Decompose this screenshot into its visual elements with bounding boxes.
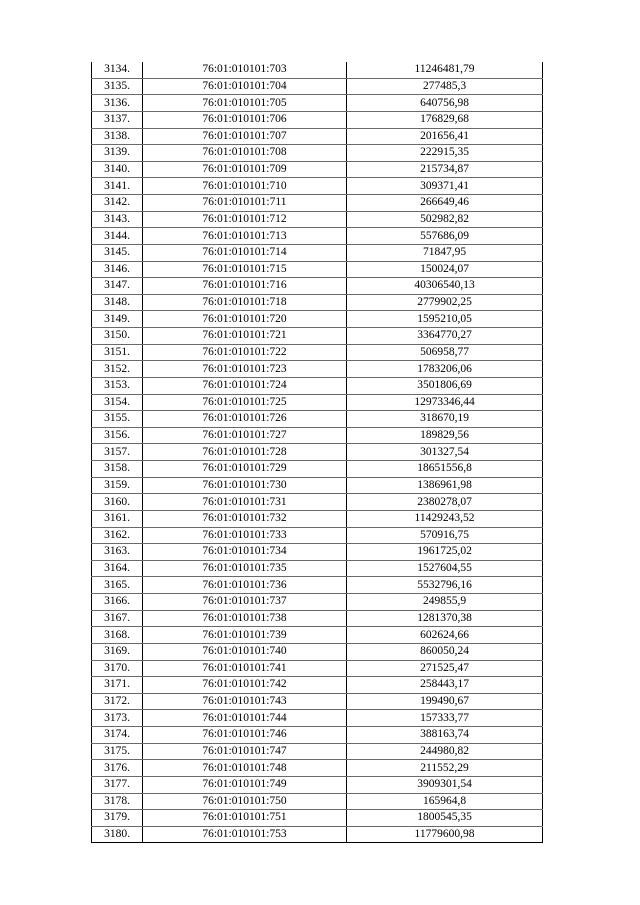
table-row: [92, 810, 543, 827]
cadastral-number-cell: 76:01:010101:724: [143, 377, 347, 394]
row-number-cell: 3168.: [92, 627, 143, 644]
value-cell: 277485,3: [347, 78, 543, 95]
table-row: [92, 494, 543, 511]
table-row: [92, 161, 543, 178]
table-row: [92, 261, 543, 278]
row-number-cell: 3158.: [92, 461, 143, 478]
value-cell: 258443,17: [347, 677, 543, 694]
cadastral-number-cell: 76:01:010101:725: [143, 394, 347, 411]
row-number-cell: 3135.: [92, 78, 143, 95]
table-row: [92, 510, 543, 527]
cadastral-number-cell: 76:01:010101:706: [143, 111, 347, 128]
row-number-cell: 3151.: [92, 344, 143, 361]
row-number-cell: 3134.: [92, 62, 143, 78]
cadastral-number-cell: 76:01:010101:747: [143, 743, 347, 760]
table-row: [92, 278, 543, 295]
cadastral-number-cell: 76:01:010101:740: [143, 643, 347, 660]
cadastral-number-cell: 76:01:010101:728: [143, 444, 347, 461]
row-number-cell: 3144.: [92, 228, 143, 245]
cadastral-number-cell: 76:01:010101:743: [143, 693, 347, 710]
cadastral-number-cell: 76:01:010101:723: [143, 361, 347, 378]
table-row: [92, 78, 543, 95]
cadastral-number-cell: 76:01:010101:750: [143, 793, 347, 810]
table-row: [92, 461, 543, 478]
cadastral-number-cell: 76:01:010101:703: [143, 62, 347, 78]
table-row: [92, 444, 543, 461]
cadastral-number-cell: 76:01:010101:736: [143, 577, 347, 594]
cadastral-number-cell: 76:01:010101:731: [143, 494, 347, 511]
row-number-cell: 3160.: [92, 494, 143, 511]
row-number-cell: 3162.: [92, 527, 143, 544]
table-row: [92, 627, 543, 644]
row-number-cell: 3166.: [92, 594, 143, 611]
cadastral-number-cell: 76:01:010101:741: [143, 660, 347, 677]
row-number-cell: 3140.: [92, 161, 143, 178]
table-row: [92, 660, 543, 677]
cadastral-number-cell: 76:01:010101:710: [143, 178, 347, 195]
row-number-cell: 3141.: [92, 178, 143, 195]
value-cell: 1595210,05: [347, 311, 543, 328]
table-row: [92, 244, 543, 261]
value-cell: 1961725,02: [347, 544, 543, 561]
value-cell: 5532796,16: [347, 577, 543, 594]
value-cell: 3364770,27: [347, 328, 543, 345]
cadastral-number-cell: 76:01:010101:720: [143, 311, 347, 328]
value-cell: 3501806,69: [347, 377, 543, 394]
row-number-cell: 3174.: [92, 727, 143, 744]
value-cell: 215734,87: [347, 161, 543, 178]
row-number-cell: 3147.: [92, 278, 143, 295]
value-cell: 640756,98: [347, 95, 543, 112]
value-cell: 1800545,35: [347, 810, 543, 827]
row-number-cell: 3173.: [92, 710, 143, 727]
table-row: [92, 560, 543, 577]
table-row: [92, 743, 543, 760]
table-row: [92, 361, 543, 378]
table-row: [92, 178, 543, 195]
table-row: [92, 344, 543, 361]
value-cell: 211552,29: [347, 760, 543, 777]
table-row: [92, 727, 543, 744]
cadastral-number-cell: 76:01:010101:711: [143, 195, 347, 212]
cadastral-number-cell: 76:01:010101:716: [143, 278, 347, 295]
table-row: [92, 228, 543, 245]
value-cell: 189829,56: [347, 427, 543, 444]
value-cell: 506958,77: [347, 344, 543, 361]
row-number-cell: 3146.: [92, 261, 143, 278]
row-number-cell: 3143.: [92, 211, 143, 228]
cadastral-number-cell: 76:01:010101:732: [143, 510, 347, 527]
table-row: [92, 328, 543, 345]
row-number-cell: 3153.: [92, 377, 143, 394]
value-cell: 309371,41: [347, 178, 543, 195]
cadastral-number-cell: 76:01:010101:744: [143, 710, 347, 727]
row-number-cell: 3165.: [92, 577, 143, 594]
table-row: [92, 693, 543, 710]
table-row: [92, 62, 543, 78]
row-number-cell: 3178.: [92, 793, 143, 810]
row-number-cell: 3171.: [92, 677, 143, 694]
value-cell: 2380278,07: [347, 494, 543, 511]
value-cell: 570916,75: [347, 527, 543, 544]
value-cell: 271525,47: [347, 660, 543, 677]
table-row: [92, 128, 543, 145]
value-cell: 502982,82: [347, 211, 543, 228]
row-number-cell: 3149.: [92, 311, 143, 328]
row-number-cell: 3142.: [92, 195, 143, 212]
value-cell: 150024,07: [347, 261, 543, 278]
table-row: [92, 710, 543, 727]
value-cell: 165964,8: [347, 793, 543, 810]
value-cell: 201656,41: [347, 128, 543, 145]
row-number-cell: 3170.: [92, 660, 143, 677]
value-cell: 11779600,98: [347, 826, 543, 843]
value-cell: 157333,77: [347, 710, 543, 727]
table-row: [92, 95, 543, 112]
cadastral-number-cell: 76:01:010101:715: [143, 261, 347, 278]
cadastral-number-cell: 76:01:010101:718: [143, 294, 347, 311]
cadastral-number-cell: 76:01:010101:705: [143, 95, 347, 112]
cadastral-number-cell: 76:01:010101:722: [143, 344, 347, 361]
value-cell: 2779902,25: [347, 294, 543, 311]
cadastral-value-table: [91, 62, 543, 843]
cadastral-number-cell: 76:01:010101:739: [143, 627, 347, 644]
value-cell: 244980,82: [347, 743, 543, 760]
cadastral-number-cell: 76:01:010101:737: [143, 594, 347, 611]
row-number-cell: 3161.: [92, 510, 143, 527]
table-row: [92, 427, 543, 444]
table-row: [92, 544, 543, 561]
cadastral-number-cell: 76:01:010101:712: [143, 211, 347, 228]
cadastral-number-cell: 76:01:010101:708: [143, 145, 347, 162]
value-cell: 1281370,38: [347, 610, 543, 627]
cadastral-number-cell: 76:01:010101:704: [143, 78, 347, 95]
table-row: [92, 793, 543, 810]
value-cell: 266649,46: [347, 195, 543, 212]
cadastral-number-cell: 76:01:010101:735: [143, 560, 347, 577]
cadastral-number-cell: 76:01:010101:726: [143, 411, 347, 428]
table-row: [92, 294, 543, 311]
value-cell: 249855,9: [347, 594, 543, 611]
value-cell: 222915,35: [347, 145, 543, 162]
cadastral-number-cell: 76:01:010101:749: [143, 776, 347, 793]
table-row: [92, 211, 543, 228]
table-row: [92, 311, 543, 328]
value-cell: 18651556,8: [347, 461, 543, 478]
value-cell: 301327,54: [347, 444, 543, 461]
value-cell: 12973346,44: [347, 394, 543, 411]
table-row: [92, 643, 543, 660]
cadastral-number-cell: 76:01:010101:730: [143, 477, 347, 494]
cadastral-number-cell: 76:01:010101:709: [143, 161, 347, 178]
row-number-cell: 3139.: [92, 145, 143, 162]
row-number-cell: 3164.: [92, 560, 143, 577]
cadastral-number-cell: 76:01:010101:748: [143, 760, 347, 777]
value-cell: 11246481,79: [347, 62, 543, 78]
row-number-cell: 3157.: [92, 444, 143, 461]
cadastral-number-cell: 76:01:010101:751: [143, 810, 347, 827]
value-cell: 602624,66: [347, 627, 543, 644]
row-number-cell: 3175.: [92, 743, 143, 760]
cadastral-number-cell: 76:01:010101:738: [143, 610, 347, 627]
row-number-cell: 3172.: [92, 693, 143, 710]
cadastral-number-cell: 76:01:010101:753: [143, 826, 347, 843]
value-cell: 388163,74: [347, 727, 543, 744]
table-row: [92, 145, 543, 162]
row-number-cell: 3145.: [92, 244, 143, 261]
value-cell: 11429243,52: [347, 510, 543, 527]
value-cell: 40306540,13: [347, 278, 543, 295]
row-number-cell: 3180.: [92, 826, 143, 843]
cadastral-number-cell: 76:01:010101:733: [143, 527, 347, 544]
row-number-cell: 3152.: [92, 361, 143, 378]
row-number-cell: 3150.: [92, 328, 143, 345]
cadastral-number-cell: 76:01:010101:714: [143, 244, 347, 261]
row-number-cell: 3154.: [92, 394, 143, 411]
value-cell: 1386961,98: [347, 477, 543, 494]
cadastral-number-cell: 76:01:010101:734: [143, 544, 347, 561]
cadastral-number-cell: 76:01:010101:721: [143, 328, 347, 345]
row-number-cell: 3156.: [92, 427, 143, 444]
row-number-cell: 3159.: [92, 477, 143, 494]
table-row: [92, 826, 543, 843]
row-number-cell: 3155.: [92, 411, 143, 428]
table-row: [92, 577, 543, 594]
cadastral-number-cell: 76:01:010101:727: [143, 427, 347, 444]
cadastral-number-cell: 76:01:010101:729: [143, 461, 347, 478]
row-number-cell: 3167.: [92, 610, 143, 627]
cadastral-number-cell: 76:01:010101:746: [143, 727, 347, 744]
table-row: [92, 610, 543, 627]
row-number-cell: 3179.: [92, 810, 143, 827]
table-row: [92, 195, 543, 212]
row-number-cell: 3163.: [92, 544, 143, 561]
table-row: [92, 111, 543, 128]
table-row: [92, 527, 543, 544]
table-row: [92, 377, 543, 394]
row-number-cell: 3136.: [92, 95, 143, 112]
value-cell: 176829,68: [347, 111, 543, 128]
value-cell: 3909301,54: [347, 776, 543, 793]
value-cell: 1783206,06: [347, 361, 543, 378]
value-cell: 199490,67: [347, 693, 543, 710]
row-number-cell: 3177.: [92, 776, 143, 793]
row-number-cell: 3176.: [92, 760, 143, 777]
value-cell: 71847,95: [347, 244, 543, 261]
row-number-cell: 3148.: [92, 294, 143, 311]
table-row: [92, 677, 543, 694]
table-body: [92, 62, 543, 843]
table-row: [92, 394, 543, 411]
table-row: [92, 760, 543, 777]
row-number-cell: 3169.: [92, 643, 143, 660]
value-cell: 860050,24: [347, 643, 543, 660]
value-cell: 557686,09: [347, 228, 543, 245]
row-number-cell: 3138.: [92, 128, 143, 145]
table-row: [92, 776, 543, 793]
value-cell: 1527604,55: [347, 560, 543, 577]
cadastral-number-cell: 76:01:010101:707: [143, 128, 347, 145]
cadastral-number-cell: 76:01:010101:742: [143, 677, 347, 694]
table-row: [92, 477, 543, 494]
cadastral-number-cell: 76:01:010101:713: [143, 228, 347, 245]
table-row: [92, 411, 543, 428]
row-number-cell: 3137.: [92, 111, 143, 128]
table-row: [92, 594, 543, 611]
value-cell: 318670,19: [347, 411, 543, 428]
